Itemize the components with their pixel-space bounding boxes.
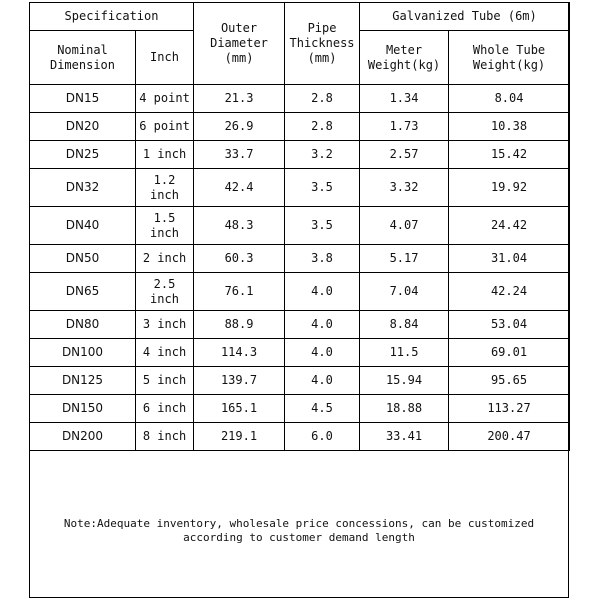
outer-diameter-cell: 88.9	[194, 311, 285, 339]
inch-cell: 1.2 inch	[136, 169, 194, 207]
inch-cell: 3 inch	[136, 311, 194, 339]
whole-tube-weight-header: Whole Tube Weight(kg)	[449, 31, 570, 85]
nominal-dimension-cell: DN15	[30, 85, 136, 113]
nominal-dimension-cell: DN20	[30, 113, 136, 141]
inch-cell: 1 inch	[136, 141, 194, 169]
whole-tube-weight-cell: 8.04	[449, 85, 570, 113]
nominal-dimension-header: Nominal Dimension	[30, 31, 136, 85]
outer-diameter-header: Outer Diameter (mm)	[194, 3, 285, 85]
pipe-thickness-header: Pipe Thickness (mm)	[285, 3, 360, 85]
galvanized-tube-header: Galvanized Tube (6m)	[360, 3, 570, 31]
meter-weight-cell: 2.57	[360, 141, 449, 169]
nominal-dimension-cell: DN65	[30, 273, 136, 311]
outer-diameter-cell: 165.1	[194, 395, 285, 423]
inch-cell: 2 inch	[136, 245, 194, 273]
table-row	[30, 169, 570, 207]
outer-diameter-cell: 42.4	[194, 169, 285, 207]
inch-cell: 5 inch	[136, 367, 194, 395]
table-row	[30, 423, 570, 451]
inch-cell: 8 inch	[136, 423, 194, 451]
table-row	[30, 113, 570, 141]
meter-weight-cell: 15.94	[360, 367, 449, 395]
whole-tube-weight-cell: 10.38	[449, 113, 570, 141]
inch-cell: 6 inch	[136, 395, 194, 423]
table-row	[30, 141, 570, 169]
whole-tube-weight-cell: 95.65	[449, 367, 570, 395]
outer-diameter-cell: 21.3	[194, 85, 285, 113]
whole-tube-weight-cell: 69.01	[449, 339, 570, 367]
pipe-thickness-cell: 4.0	[285, 367, 360, 395]
whole-tube-weight-cell: 15.42	[449, 141, 570, 169]
pipe-thickness-cell: 6.0	[285, 423, 360, 451]
nominal-dimension-cell: DN80	[30, 311, 136, 339]
whole-tube-weight-cell: 24.42	[449, 207, 570, 245]
outer-diameter-cell: 33.7	[194, 141, 285, 169]
pipe-thickness-cell: 3.8	[285, 245, 360, 273]
meter-weight-cell: 3.32	[360, 169, 449, 207]
note-line-1: Note:Adequate inventory, wholesale price concessions, can be customized	[63, 517, 535, 530]
meter-weight-cell: 7.04	[360, 273, 449, 311]
nominal-dimension-cell: DN25	[30, 141, 136, 169]
pipe-spec-table	[29, 2, 570, 451]
nominal-dimension-cell: DN100	[30, 339, 136, 367]
table-row	[30, 311, 570, 339]
nominal-dimension-cell: DN200	[30, 423, 136, 451]
outer-diameter-cell: 48.3	[194, 207, 285, 245]
outer-diameter-cell: 139.7	[194, 367, 285, 395]
pipe-thickness-cell: 2.8	[285, 113, 360, 141]
table-row	[30, 339, 570, 367]
table-row	[30, 85, 570, 113]
outer-diameter-cell: 76.1	[194, 273, 285, 311]
inch-cell: 4 point	[136, 85, 194, 113]
pipe-thickness-cell: 2.8	[285, 85, 360, 113]
nominal-dimension-cell: DN50	[30, 245, 136, 273]
meter-weight-cell: 4.07	[360, 207, 449, 245]
pipe-thickness-cell: 3.5	[285, 207, 360, 245]
inch-header: Inch	[136, 31, 194, 85]
meter-weight-cell: 8.84	[360, 311, 449, 339]
pipe-thickness-cell: 4.0	[285, 311, 360, 339]
outer-diameter-cell: 60.3	[194, 245, 285, 273]
table-row	[30, 367, 570, 395]
note	[29, 517, 569, 545]
inch-cell: 2.5 inch	[136, 273, 194, 311]
inch-cell: 6 point	[136, 113, 194, 141]
outer-diameter-cell: 114.3	[194, 339, 285, 367]
inch-cell: 4 inch	[136, 339, 194, 367]
whole-tube-weight-cell: 113.27	[449, 395, 570, 423]
table-row	[30, 245, 570, 273]
specification-header: Specification	[30, 3, 194, 31]
nominal-dimension-cell: DN40	[30, 207, 136, 245]
meter-weight-cell: 5.17	[360, 245, 449, 273]
nominal-dimension-cell: DN32	[30, 169, 136, 207]
meter-weight-cell: 11.5	[360, 339, 449, 367]
whole-tube-weight-cell: 19.92	[449, 169, 570, 207]
pipe-thickness-cell: 4.0	[285, 339, 360, 367]
whole-tube-weight-cell: 42.24	[449, 273, 570, 311]
table-row	[30, 207, 570, 245]
whole-tube-weight-cell: 31.04	[449, 245, 570, 273]
outer-diameter-cell: 26.9	[194, 113, 285, 141]
pipe-thickness-cell: 3.2	[285, 141, 360, 169]
meter-weight-cell: 1.73	[360, 113, 449, 141]
table-body	[30, 85, 570, 451]
note-line-2: according to customer demand length	[183, 531, 415, 544]
whole-tube-weight-cell: 200.47	[449, 423, 570, 451]
pipe-thickness-cell: 4.0	[285, 273, 360, 311]
meter-weight-header: Meter Weight(kg)	[360, 31, 449, 85]
table-row	[30, 273, 570, 311]
meter-weight-cell: 18.88	[360, 395, 449, 423]
inch-cell: 1.5 inch	[136, 207, 194, 245]
pipe-thickness-cell: 3.5	[285, 169, 360, 207]
pipe-thickness-cell: 4.5	[285, 395, 360, 423]
meter-weight-cell: 33.41	[360, 423, 449, 451]
nominal-dimension-cell: DN125	[30, 367, 136, 395]
meter-weight-cell: 1.34	[360, 85, 449, 113]
whole-tube-weight-cell: 53.04	[449, 311, 570, 339]
table-row	[30, 395, 570, 423]
outer-diameter-cell: 219.1	[194, 423, 285, 451]
nominal-dimension-cell: DN150	[30, 395, 136, 423]
